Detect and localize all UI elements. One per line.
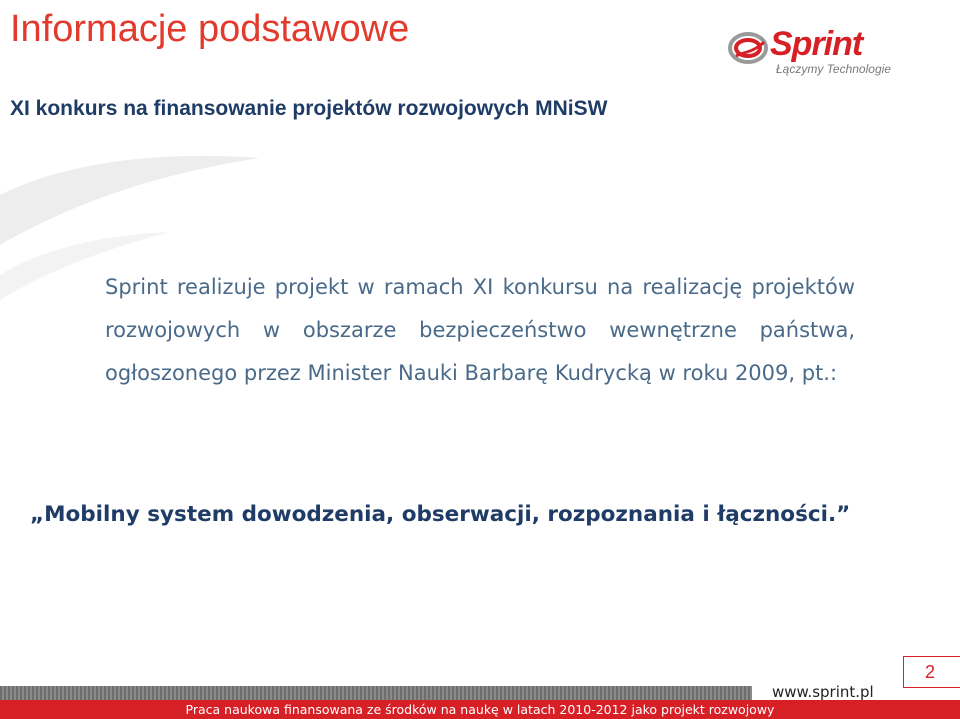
footer-funding-note: Praca naukowa finansowana ze środków na naukę w latach 2010-2012 jako projekt rozwojowy (185, 702, 775, 717)
page-number-box (903, 656, 960, 688)
project-title-quote: „Mobilny system dowodzenia, obserwacji, rozpoznania i łączności.” (30, 502, 851, 527)
logo-tagline: Łączymy Technologie (776, 62, 891, 76)
page-number: 2 (924, 662, 935, 682)
sprint-logo-icon (728, 26, 772, 70)
footer-grey-bar (0, 686, 752, 700)
logo-wordmark: Sprint (770, 25, 863, 63)
sprint-logo (726, 22, 892, 82)
slide-subtitle: XI konkurs na finansowanie projektów rozwojowych MNiSW (10, 97, 608, 120)
footer-url[interactable]: www.sprint.pl (772, 683, 874, 701)
slide-title: Informacje podstawowe (10, 8, 410, 50)
body-paragraph: Sprint realizuje projekt w ramach XI konkursu na realizację projektów rozwojowych w obszarze bezpieczeństwo wewnętrzne państwa, ogłoszonego przez Minister Nauki Barbarę Kudrycką w roku 2009, pt.: (105, 275, 855, 385)
